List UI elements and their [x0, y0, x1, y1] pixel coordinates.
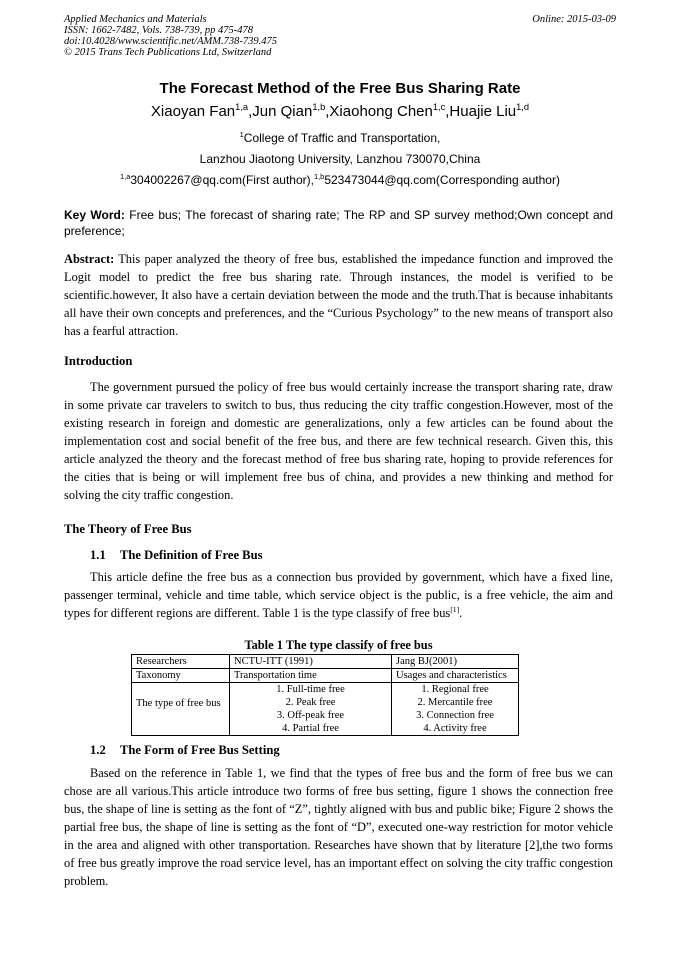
list-item: 4. Partial free: [282, 723, 339, 734]
section-title: The Definition of Free Bus: [120, 548, 263, 562]
keywords: [64, 208, 613, 239]
list-item: 3. Connection free: [416, 710, 494, 721]
introduction-heading: Introduction: [64, 354, 133, 368]
introduction-text: The government pursued the policy of free bus would certainly increase the transport sharing rate, draw in some private car travelers to switch to bus, thus reducing the city traffic congestion.However, most of the existing research in foreign and domestic are generalizations, only a few articles can be found about the implementation cost and social benefit of the free bus, and there are few technical research. Given this, this article analyzed the theory and the forecast method of free bus sharing rate, hoping to provide references for the cities that is being or will implement free bus of china, and provides a new thinking and method for solving the city traffic congestion.: [64, 380, 613, 502]
table-row: [132, 655, 519, 669]
table-cell: Transportation time: [230, 669, 392, 683]
author: Xiaoyan Fan: [150, 103, 236, 120]
section-1-1-heading: [90, 548, 263, 563]
author-list: [64, 103, 616, 120]
issn-line: ISSN: 1662-7482, Vols. 738-739, pp 475-478: [64, 25, 253, 36]
list-item: 1. Regional free: [421, 684, 489, 695]
table-cell: Researchers: [132, 655, 230, 669]
sentence-end: .: [459, 606, 463, 620]
table-cell: Usages and characteristics: [392, 669, 519, 683]
keywords-label: Key Word:: [64, 208, 125, 222]
abstract-label: Abstract:: [64, 252, 115, 266]
abstract: [64, 250, 613, 340]
table-cell: Taxonomy: [132, 669, 230, 683]
author-sep: ,: [248, 103, 253, 120]
author-sup: 1,d: [516, 102, 530, 112]
section-1-1-text: [64, 568, 613, 622]
author: Jun Qian: [252, 103, 313, 120]
abstract-text: This paper analyzed the theory of free bus, established the impedance function and improved the Logit model to predict the free bus sharing rate. Through instances, the model is verified to be scientific.however, It also have a certain deviation between the mode and the truth.That is because inhabitants all have their own concepts and preferences, and the “Curious Psychology” to the new means of transport also has a fearful attraction.: [64, 252, 613, 338]
author-sep: ,: [445, 103, 450, 120]
affiliation-text: College of Traffic and Transportation,: [243, 131, 441, 145]
table-cell: [230, 683, 392, 736]
section-1-2-text: Based on the reference in Table 1, we find that the types of free bus and the form of free bus we can chose are all various.This article introduce two forms of free bus setting, figure 1 shows the connection free bus, the shape of line is setting as the font of “Z”, tightly aligned with bus and public bike; Figure 2 shows the partial free bus, the shape of line is setting as the font of “D”, executed one-way restriction for motor vehicle in the area and aligned with other transportation. Researches have shown that by literature [2],the two forms of free bus greatly improve the road service level, has an important effect on solving the city traffic congestion problem.: [64, 766, 613, 888]
journal-name: Applied Mechanics and Materials: [64, 14, 207, 25]
list-item: 4. Activity free: [423, 723, 487, 734]
table-row: [132, 683, 519, 736]
section-number: 1.2: [90, 743, 106, 757]
affiliation-line-1: [64, 131, 616, 145]
theory-heading: The Theory of Free Bus: [64, 522, 192, 536]
author-sup: 1,c: [432, 102, 446, 112]
keywords-text: Free bus; The forecast of sharing rate; The RP and SP survey method;Own concept and preference;: [64, 208, 613, 238]
journal-header: [64, 14, 616, 58]
email-first-author: 304002267@qq.com(First author),: [130, 173, 314, 187]
author-sep: ,: [325, 103, 330, 120]
citation: [1]: [450, 604, 460, 614]
online-date: Online: 2015-03-09: [532, 14, 616, 25]
list-item: 2. Mercantile free: [417, 697, 493, 708]
author: Xiaohong Chen: [329, 103, 433, 120]
affiliation-sup: 1: [239, 130, 244, 139]
author-sup: 1,b: [312, 102, 326, 112]
author-sup: 1,a: [235, 102, 249, 112]
email-sup: 1,a: [120, 172, 131, 181]
email-line: [64, 173, 616, 187]
table-cell: [392, 683, 519, 736]
table-row: [132, 669, 519, 683]
list-item: 1. Full-time free: [276, 684, 345, 695]
list-item: 2. Peak free: [285, 697, 336, 708]
type-classify-table: [131, 654, 519, 736]
affiliation-line-2: Lanzhou Jiaotong University, Lanzhou 730070,China: [199, 152, 481, 166]
copyright-line: © 2015 Trans Tech Publications Ltd, Switzerland: [64, 47, 272, 58]
section-number: 1.1: [90, 548, 106, 562]
list-item: 3. Off-peak free: [276, 710, 345, 721]
author: Huajie Liu: [449, 103, 517, 120]
table-cell: NCTU-ITT (1991): [230, 655, 392, 669]
table-cell: The type of free bus: [132, 683, 230, 736]
section-1-1-body: This article define the free bus as a connection bus provided by government, which have a fixed line, passenger terminal, vehicle and time table, which service object is the public, is a free vehicle, the aim and types for different regions are different. Table 1 is the type classify of free bus: [64, 570, 613, 620]
email-corresponding-author: 523473044@qq.com(Corresponding author): [324, 173, 560, 187]
doi-line: doi:10.4028/www.scientific.net/AMM.738-739.475: [64, 36, 277, 47]
email-sup: 1,b: [313, 172, 325, 181]
paper-title: The Forecast Method of the Free Bus Sharing Rate: [159, 80, 521, 97]
table-cell: Jang BJ(2001): [392, 655, 519, 669]
table-caption: Table 1 The type classify of free bus: [244, 638, 433, 652]
section-title: The Form of Free Bus Setting: [120, 743, 280, 757]
section-1-2-heading: [90, 743, 280, 758]
